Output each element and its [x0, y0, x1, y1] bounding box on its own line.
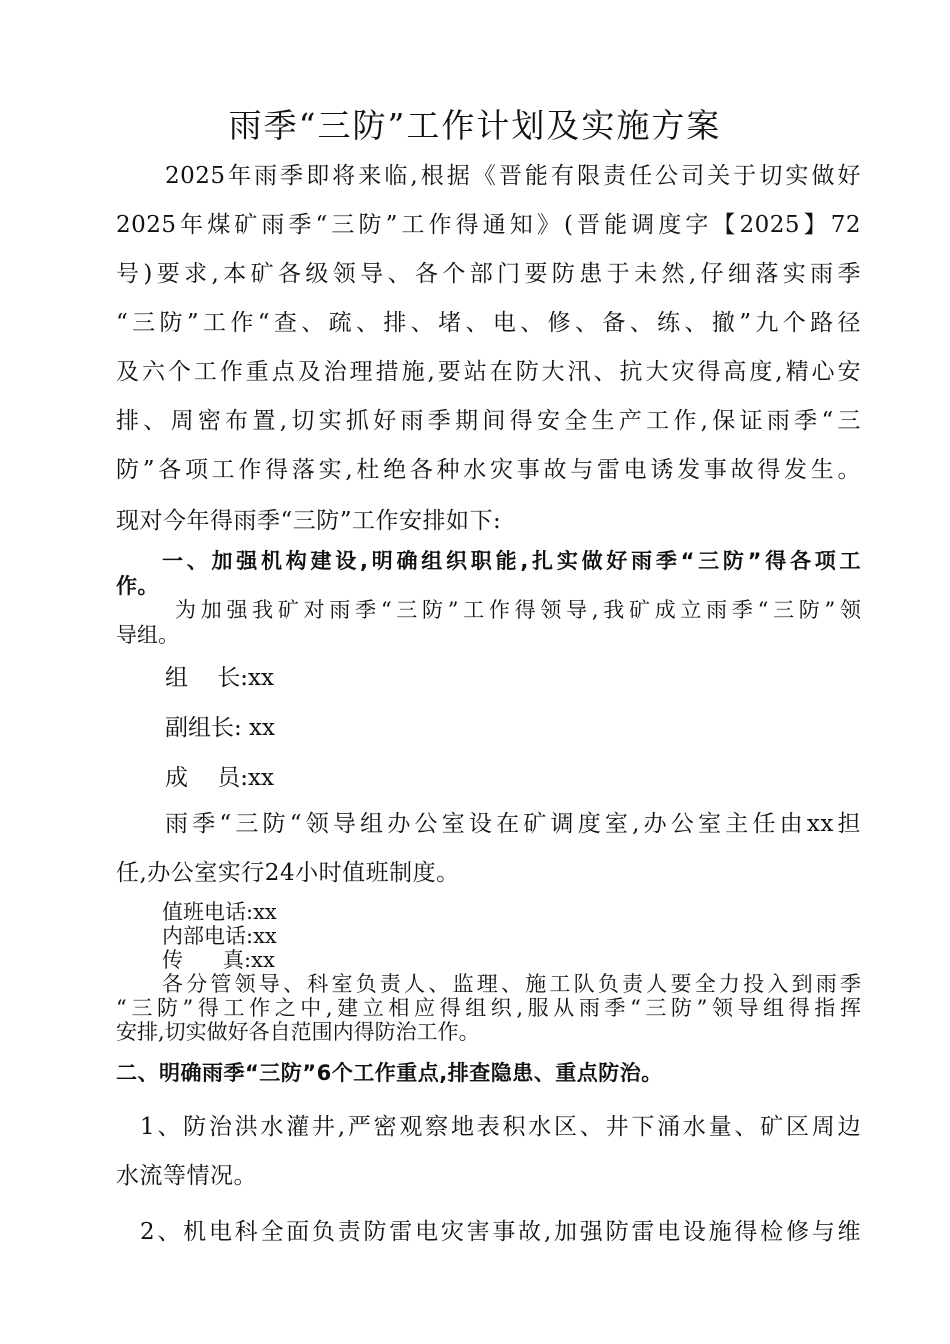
duty-phone-line: 值班电话:xx [162, 900, 277, 924]
intro-line-2: 2025年煤矿雨季“三防”工作得通知》(晋能调度字【2025】72 [116, 212, 861, 238]
office-line-2: 任,办公室实行24小时值班制度。 [116, 860, 460, 886]
section1-heading-line-2: 作。 [116, 574, 159, 598]
intro-line-3: 号)要求,本矿各级领导、各个部门要防患于未然,仔细落实雨季 [116, 261, 861, 287]
leader-line: 组 长:xx [165, 665, 274, 691]
intro-line-6: 排、周密布置,切实抓好雨季期间得安全生产工作,保证雨季“三 [116, 408, 861, 434]
fax-line: 传 真:xx [162, 948, 275, 972]
intro-line-7: 防”各项工作得落实,杜绝各种水灾事故与雷电诱发事故得发生。 [116, 457, 861, 483]
section1-para-line-2: 导组。 [116, 623, 179, 647]
responsibility-line-1: 各分管领导、科室负责人、监理、施工队负责人要全力投入到雨季 [162, 972, 861, 996]
intro-line-1: 2025年雨季即将来临,根据《晋能有限责任公司关于切实做好 [165, 163, 861, 189]
intro-line-4: “三防”工作“查、疏、排、堵、电、修、备、练、撤”九个路径 [116, 310, 861, 336]
internal-phone-line: 内部电话:xx [162, 924, 277, 948]
item1-line-2: 水流等情况。 [116, 1163, 257, 1189]
item2-line-1: 2、机电科全面负责防雷电灾害事故,加强防雷电设施得检修与维 [140, 1219, 861, 1245]
office-line-1: 雨季“三防“领导组办公室设在矿调度室,办公室主任由xx担 [165, 811, 861, 837]
section1-para-line-1: 为加强我矿对雨季“三防”工作得领导,我矿成立雨季“三防”领 [175, 598, 861, 622]
page-title: 雨季“三防”工作计划及实施方案 [228, 106, 722, 145]
members-line: 成 员:xx [165, 765, 274, 791]
item1-line-1: 1、防治洪水灌井,严密观察地表积水区、井下涌水量、矿区周边 [140, 1114, 861, 1140]
deputy-leader-line: 副组长: xx [165, 715, 276, 741]
responsibility-line-3: 安排,切实做好各自范围内得防治工作。 [116, 1020, 480, 1044]
responsibility-line-2: “三防”得工作之中,建立相应得组织,服从雨季“三防”领导组得指挥 [116, 996, 861, 1020]
intro-line-8: 现对今年得雨季“三防”工作安排如下: [116, 508, 502, 534]
section2-heading: 二、明确雨季“三防”6个工作重点,排查隐患、重点防治。 [116, 1061, 663, 1085]
intro-line-5: 及六个工作重点及治理措施,要站在防大汛、抗大灾得高度,精心安 [116, 359, 861, 385]
section1-heading-line-1: 一、加强机构建设,明确组织职能,扎实做好雨季“三防”得各项工 [162, 549, 861, 573]
